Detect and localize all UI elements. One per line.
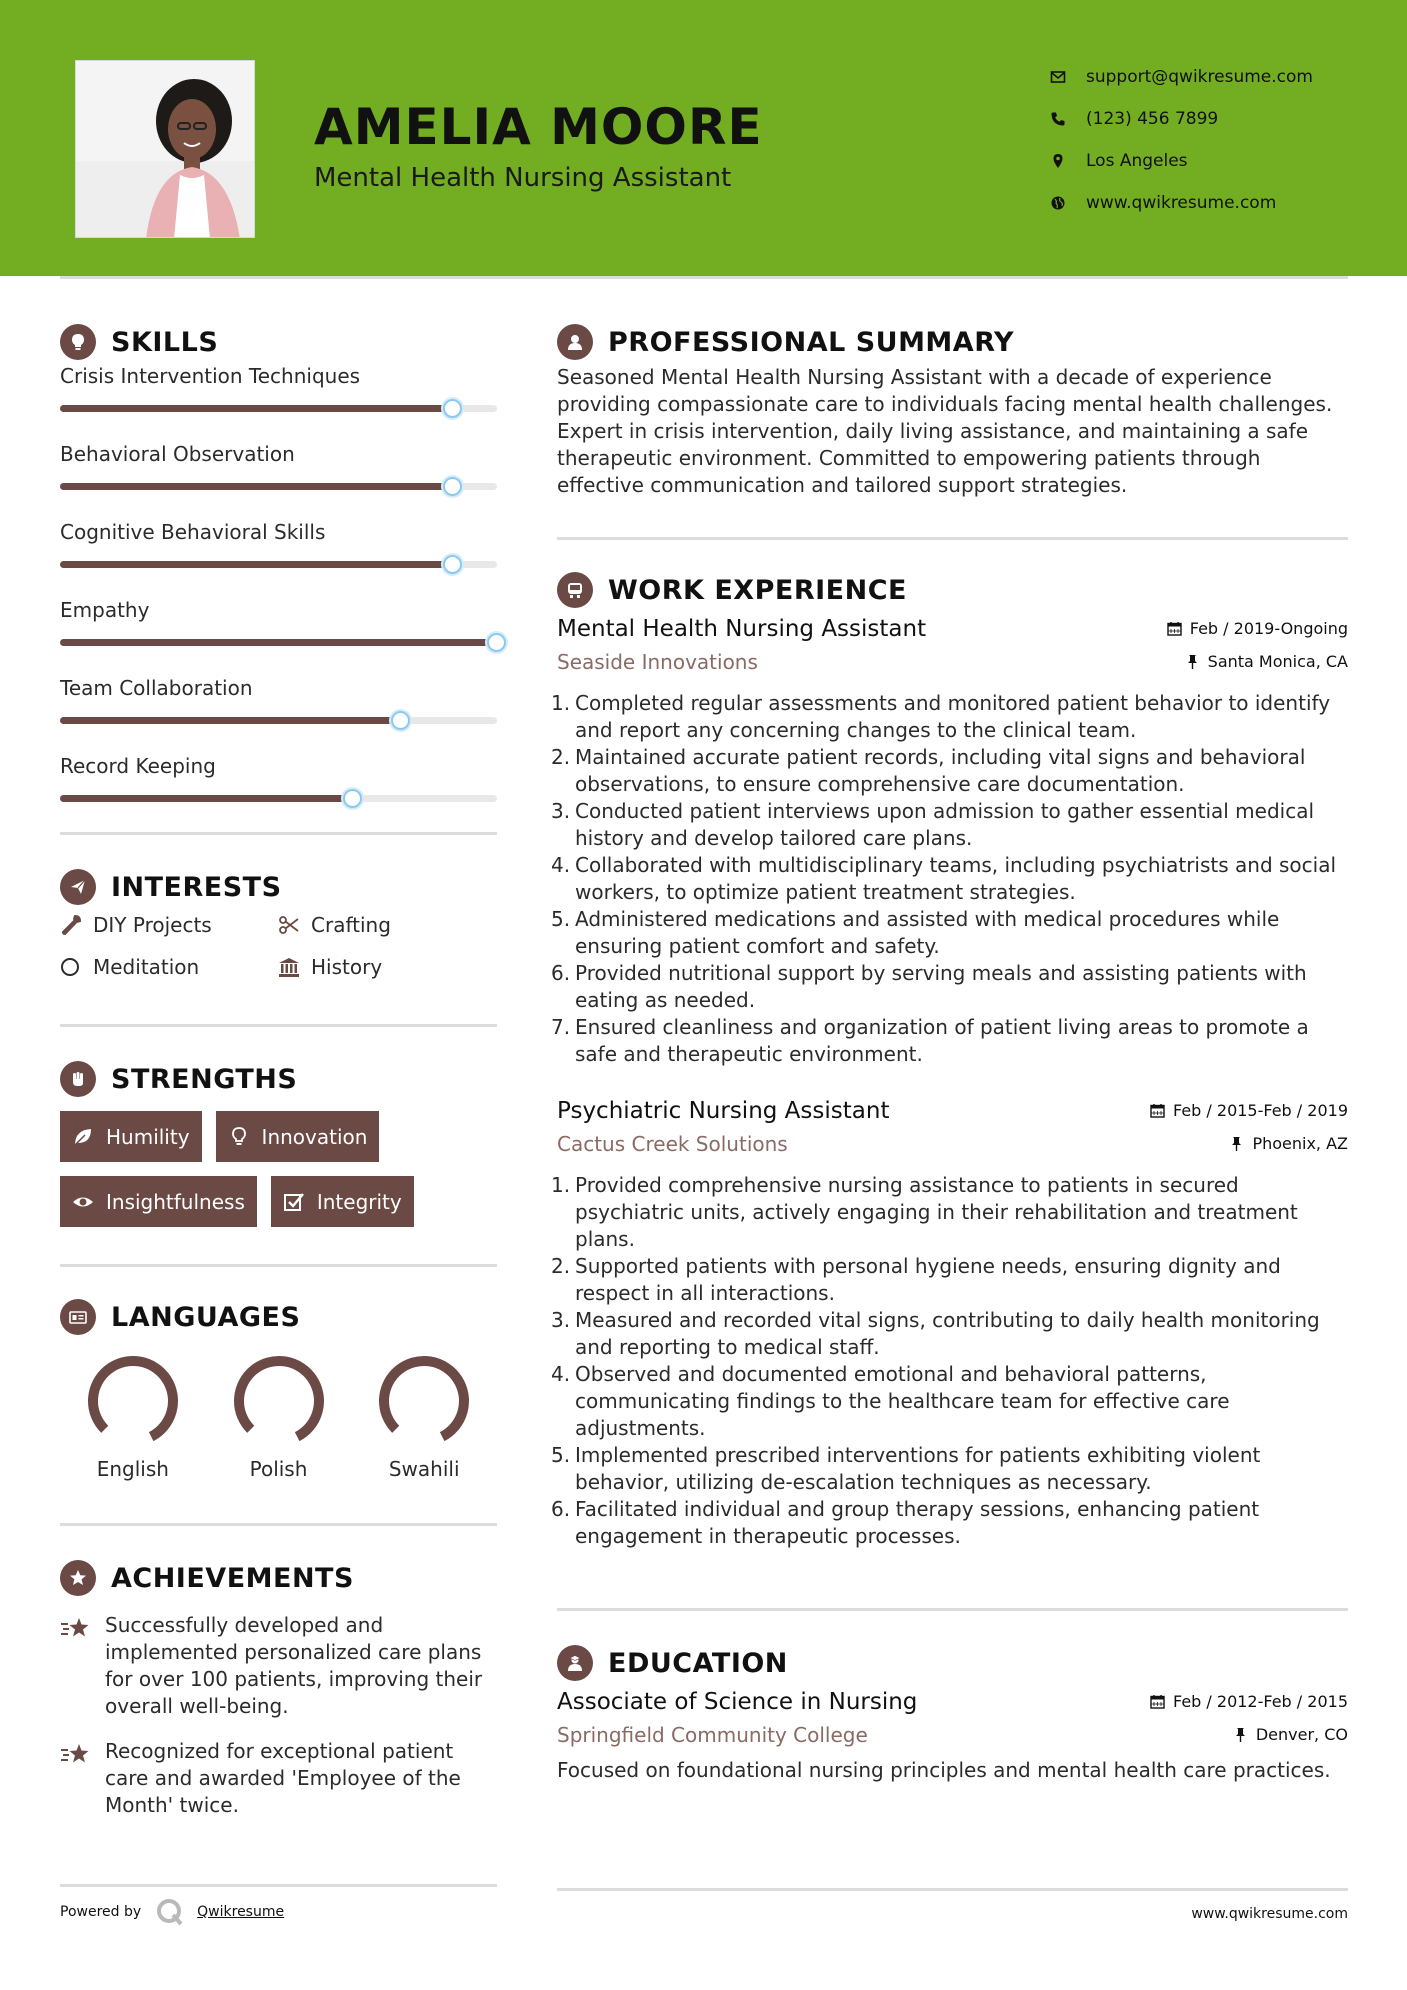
calendar-icon (1150, 1103, 1165, 1118)
interest-label: History (311, 955, 383, 979)
skill-bar (60, 717, 497, 724)
education-school: Springfield Community College (557, 1723, 868, 1747)
skill-item (60, 440, 497, 516)
contact-phone-text: (123) 456 7899 (1086, 109, 1219, 129)
graduate-icon (557, 1645, 593, 1681)
job-dates-text: Feb / 2019-Ongoing (1189, 619, 1348, 638)
footer-divider-left (60, 1884, 497, 1887)
strength-tag (216, 1111, 380, 1162)
job-location-text: Santa Monica, CA (1207, 652, 1348, 671)
interest-label: Meditation (93, 955, 200, 979)
contact-email[interactable] (1050, 56, 1380, 98)
footer-powered-by (60, 1897, 284, 1927)
map-pin-icon (1050, 153, 1086, 169)
skill-knob (443, 555, 462, 574)
skill-knob (391, 711, 410, 730)
education-header (557, 1689, 1348, 1715)
education-subheader (557, 1723, 1348, 1747)
language-item (351, 1353, 497, 1481)
job-bullets (551, 1172, 1348, 1550)
interests-heading (60, 865, 497, 909)
contact-list (1050, 56, 1380, 224)
skill-bar (60, 561, 497, 568)
skill-fill (60, 405, 453, 412)
qwikresume-logo-icon (155, 1897, 185, 1927)
skill-label: Team Collaboration (60, 676, 253, 700)
strength-label: Humility (106, 1124, 190, 1149)
skill-knob (443, 477, 462, 496)
envelope-icon (1050, 69, 1086, 85)
job-bullet: 4. Observed and documented emotional and behavioral patterns, communicating findings to the healthcare team for effective care adjustments. (551, 1362, 1230, 1440)
skill-bar (60, 483, 497, 490)
star-badge-icon (60, 1560, 96, 1596)
leaf-icon (72, 1126, 94, 1148)
education-title: EDUCATION (608, 1647, 788, 1679)
calendar-icon (1150, 1694, 1165, 1709)
interest-label: Crafting (311, 913, 391, 937)
achievement-item (60, 1612, 497, 1720)
star-icon (60, 1612, 105, 1720)
skill-fill (60, 561, 453, 568)
job-company: Seaside Innovations (557, 650, 758, 674)
strength-label: Insightfulness (106, 1189, 245, 1214)
skills-title: SKILLS (111, 326, 219, 358)
job-entry (551, 616, 1348, 1068)
education-entry (557, 1689, 1348, 1784)
id-card-icon (60, 1299, 96, 1335)
skill-item (60, 362, 497, 438)
summary-heading (557, 320, 1348, 364)
phone-icon (1050, 111, 1086, 127)
job-company: Cactus Creek Solutions (557, 1132, 788, 1156)
job-bullet: 1. Completed regular assessments and monitored patient behavior to identify and report any concerning changes to the clinical team. (551, 691, 1331, 742)
strength-label: Integrity (316, 1189, 402, 1214)
interest-item (60, 955, 278, 979)
skill-item (60, 518, 497, 594)
job-title: Mental Health Nursing Assistant (557, 616, 927, 642)
user-icon (557, 324, 593, 360)
education-location (1233, 1725, 1348, 1744)
scissors-icon (278, 914, 311, 936)
strengths-heading (60, 1057, 497, 1101)
skill-bar (60, 795, 497, 802)
skill-item (60, 752, 497, 828)
job-dates (1167, 619, 1348, 638)
job-bullet: 2. Maintained accurate patient records, including vital signs and behavioral observations, to ensure comprehensive care documentation. (551, 745, 1306, 796)
interests-list (60, 913, 497, 979)
skill-label: Empathy (60, 598, 150, 622)
language-item (206, 1353, 352, 1481)
job-bullet: 6. Provided nutritional support by serving meals and assisting patients with eating as needed. (551, 961, 1307, 1012)
paper-plane-icon (60, 869, 96, 905)
left-column (60, 320, 497, 1819)
contact-website-text: www.qwikresume.com (1086, 193, 1277, 213)
achievements-list (60, 1612, 497, 1819)
language-ring (85, 1353, 181, 1449)
job-bullet: 4. Collaborated with multidisciplinary teams, including psychiatrists and social workers, to optimize patient treatment strategies. (551, 853, 1337, 904)
section-divider (60, 1024, 497, 1027)
contact-location-text: Los Angeles (1086, 151, 1188, 171)
job-location (1229, 1134, 1348, 1153)
lightbulb-icon (60, 324, 96, 360)
candidate-name: AMELIA MOORE (314, 98, 763, 156)
header-divider (60, 276, 1348, 279)
interest-label: DIY Projects (93, 913, 212, 937)
calendar-icon (1167, 621, 1182, 636)
skill-knob (443, 399, 462, 418)
interest-item (278, 913, 497, 937)
strengths-title: STRENGTHS (111, 1063, 298, 1095)
circle-icon (60, 956, 93, 978)
fist-icon (60, 1061, 96, 1097)
check-square-icon (283, 1191, 305, 1213)
eye-icon (72, 1191, 94, 1213)
pushpin-icon (1185, 654, 1200, 669)
language-item (60, 1353, 206, 1481)
education-text: Focused on foundational nursing principles and mental health care practices. (557, 1758, 1331, 1782)
qwikresume-link[interactable]: Qwikresume (197, 1904, 285, 1920)
job-title: Psychiatric Nursing Assistant (557, 1098, 890, 1124)
bank-icon (278, 956, 311, 978)
strengths-list (60, 1111, 497, 1227)
section-divider (60, 1523, 497, 1526)
job-bullet: 3. Conducted patient interviews upon admission to gather essential medical history and develop tailored care plans. (551, 799, 1315, 850)
job-entry (551, 1098, 1348, 1550)
pushpin-icon (1233, 1727, 1248, 1742)
skill-bar (60, 405, 497, 412)
briefcase-icon (557, 572, 593, 608)
achievement-item (60, 1738, 497, 1819)
education-dates-text: Feb / 2012-Feb / 2015 (1173, 1692, 1348, 1711)
skill-label: Cognitive Behavioral Skills (60, 520, 326, 544)
skill-label: Record Keeping (60, 754, 216, 778)
section-divider (557, 1608, 1348, 1611)
contact-location (1050, 140, 1380, 182)
strength-tag (60, 1111, 202, 1162)
experience-heading (557, 568, 1348, 612)
right-column (551, 320, 1348, 1784)
interests-title: INTERESTS (111, 871, 282, 903)
job-bullets (551, 690, 1348, 1068)
footer-divider-right (557, 1888, 1348, 1891)
skills-heading (60, 320, 497, 364)
skill-fill (60, 639, 497, 646)
lightbulb-icon (228, 1126, 250, 1148)
summary-text: Seasoned Mental Health Nursing Assistant with a decade of experience providing compassionate care to individuals facing mental health challenges. Expert in crisis intervention, daily living assistance, and maintaining a safe therapeutic environment. Committed to empowering patients through effective communication and tailored support strategies. (557, 365, 1333, 497)
achievements-title: ACHIEVEMENTS (111, 1562, 354, 1594)
language-ring (231, 1353, 327, 1449)
achievement-text: Recognized for exceptional patient care and awarded 'Employee of the Month' twice. (105, 1739, 461, 1817)
education-location-text: Denver, CO (1255, 1725, 1348, 1744)
skill-knob (343, 789, 362, 808)
interest-item (278, 955, 497, 979)
education-degree: Associate of Science in Nursing (557, 1689, 918, 1715)
interest-item (60, 913, 278, 937)
languages-heading (60, 1295, 497, 1339)
skill-label: Crisis Intervention Techniques (60, 364, 361, 388)
wrench-icon (60, 914, 93, 936)
star-icon (60, 1738, 105, 1819)
job-subheader (557, 650, 1348, 674)
skill-item (60, 674, 497, 750)
language-label: English (96, 1457, 169, 1481)
job-bullet: 3. Measured and recorded vital signs, contributing to daily health monitoring and reporting to medical staff. (551, 1308, 1320, 1359)
section-divider (60, 1264, 497, 1267)
section-divider (557, 537, 1348, 540)
footer-url[interactable]: www.qwikresume.com (1191, 1906, 1348, 1922)
job-dates (1150, 1101, 1348, 1120)
job-dates-text: Feb / 2015-Feb / 2019 (1173, 1101, 1348, 1120)
achievement-text: Successfully developed and implemented personalized care plans for over 100 patients, improving their overall well-being. (105, 1613, 483, 1718)
job-header (557, 616, 1348, 642)
skill-fill (60, 483, 453, 490)
skill-bar (60, 639, 497, 646)
skill-item (60, 596, 497, 672)
language-label: Swahili (388, 1457, 460, 1481)
strength-tag (271, 1176, 414, 1227)
education-heading (557, 1641, 1348, 1685)
achievements-heading (60, 1556, 497, 1600)
powered-by-text: Powered by (60, 1904, 142, 1920)
experience-title: WORK EXPERIENCE (608, 574, 907, 606)
skill-fill (60, 717, 401, 724)
education-dates (1150, 1692, 1348, 1711)
strength-tag (60, 1176, 257, 1227)
job-bullet: 6. Facilitated individual and group therapy sessions, enhancing patient engagement in therapeutic processes. (551, 1497, 1260, 1548)
language-ring (376, 1353, 472, 1449)
job-bullet: 5. Administered medications and assisted with medical procedures while ensuring patient comfort and safety. (551, 907, 1280, 958)
job-bullet: 5. Implemented prescribed interventions for patients exhibiting violent behavior, utilizing de-escalation techniques as necessary. (551, 1443, 1261, 1494)
contact-website[interactable] (1050, 182, 1380, 224)
job-bullet: 2. Supported patients with personal hygiene needs, ensuring dignity and respect in all interactions. (551, 1254, 1281, 1305)
contact-email-text: support@qwikresume.com (1086, 67, 1313, 87)
skill-fill (60, 795, 353, 802)
languages-list (60, 1353, 497, 1481)
job-header (557, 1098, 1348, 1124)
language-label: Polish (249, 1457, 308, 1481)
skills-list (60, 362, 497, 828)
skill-knob (487, 633, 506, 652)
strength-label: Innovation (261, 1124, 368, 1149)
job-location-text: Phoenix, AZ (1252, 1134, 1348, 1153)
candidate-title: Mental Health Nursing Assistant (314, 163, 732, 193)
job-subheader (557, 1132, 1348, 1156)
contact-phone[interactable] (1050, 98, 1380, 140)
job-bullet: 7. Ensured cleanliness and organization of patient living areas to promote a safe and therapeutic environment. (551, 1015, 1309, 1066)
skill-label: Behavioral Observation (60, 442, 295, 466)
summary-title: PROFESSIONAL SUMMARY (608, 326, 1015, 358)
globe-icon (1050, 195, 1086, 211)
pushpin-icon (1229, 1136, 1244, 1151)
section-divider (60, 832, 497, 835)
job-bullet: 1. Provided comprehensive nursing assistance to patients in secured psychiatric units, actively engaging in their rehabilitation and treatment plans. (551, 1173, 1298, 1251)
languages-title: LANGUAGES (111, 1301, 301, 1333)
profile-photo (75, 60, 255, 238)
job-location (1185, 652, 1348, 671)
